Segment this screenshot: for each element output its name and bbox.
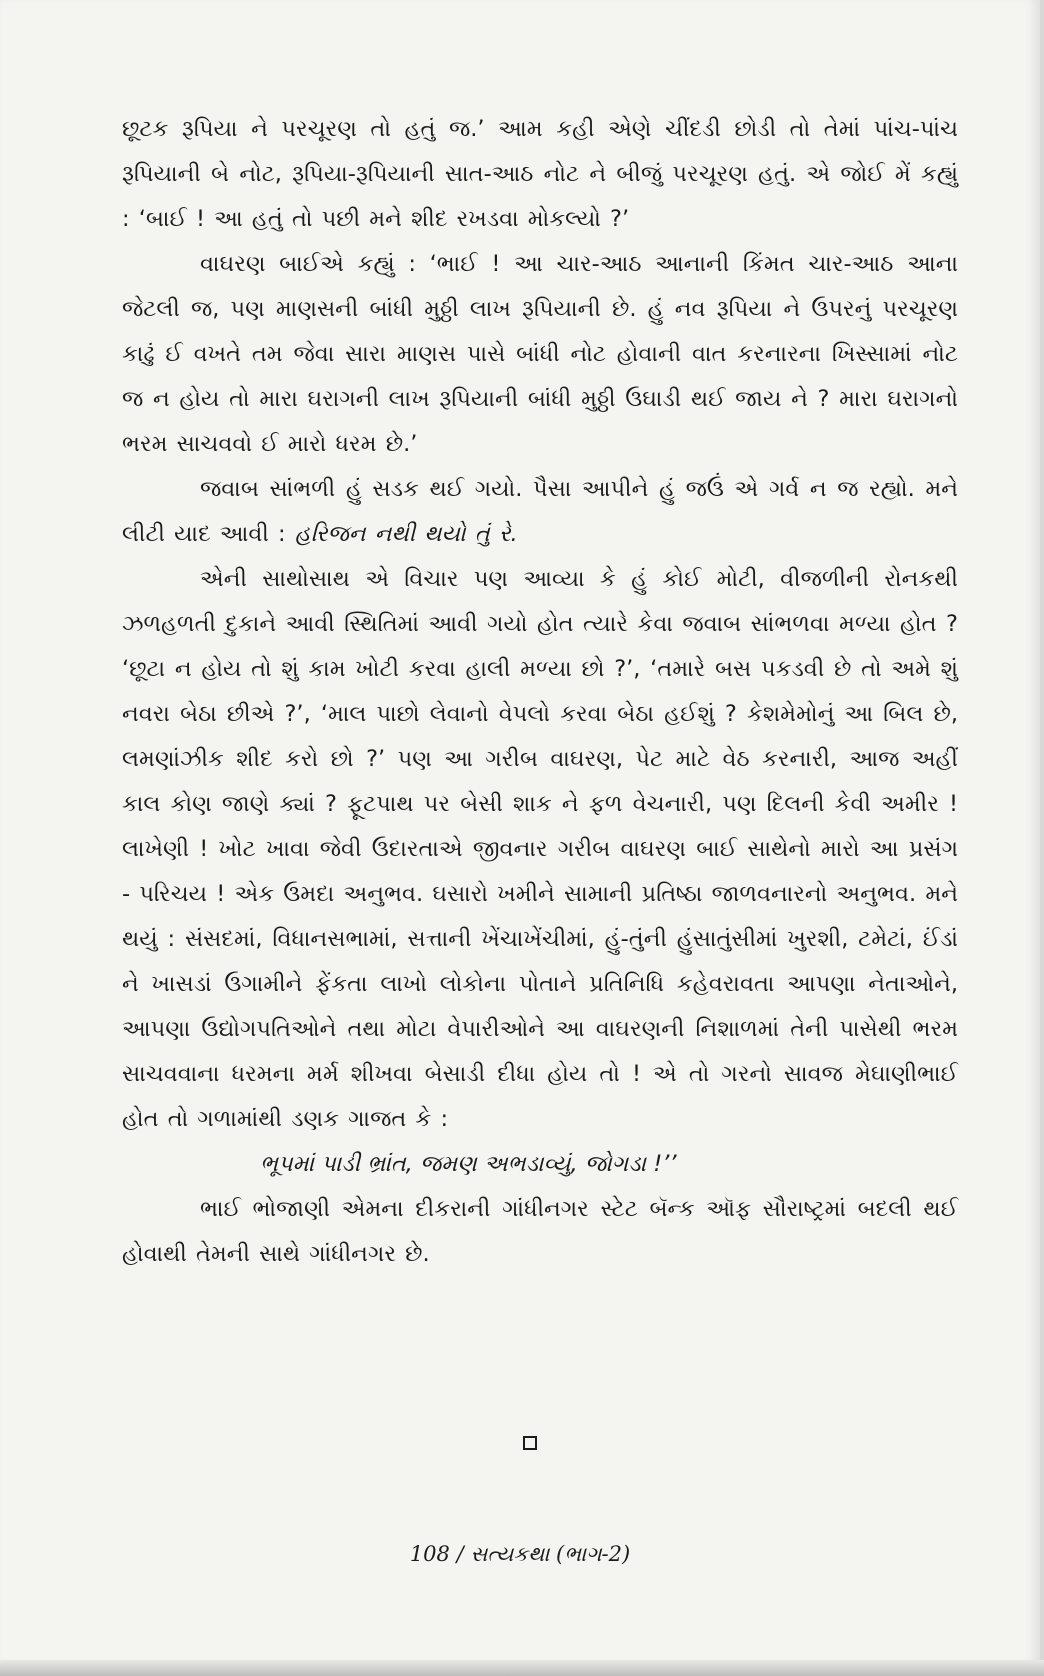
paragraph-4: એની સાથોસાથ એ વિચાર પણ આવ્યા કે હું કોઈ મોટી, વીજળીની રોનકથી ઝળહળતી દુકાને આવી સ્થિતિમાં આવી ગયો હોત ત્યારે કેવા જવાબ સાંભળવા મળ્યા હોત ? ‘છૂટા ન હોય તો શું કામ ખોટી કરવા હાલી મળ્યા છો ?’, ‘તમારે બસ પકડવી છે તો અમે શું નવરા બેઠા છીએ ?’, ‘માલ પાછો લેવાનો વેપલો કરવા બેઠા હઈશું ? કેશમેમોનું આ બિલ છે, લમણાંઝીક શીદ કરો છો ?’ પણ આ ગરીબ વાઘરણ, પેટ માટે વેઠ કરનારી, આજ અહીં કાલ કોણ જાણે ક્યાં ? ફૂટપાથ પર બેસી શાક ને ફળ વેચનારી, પણ દિલની કેવી અમીર ! લાખેણી ! ખોટ ખાવા જેવી ઉદારતાએ જીવનાર ગરીબ વાઘરણ બાઈ સાથેનો મારો આ પ્રસંગ - પરિચય ! એક ઉમદા અનુભવ. ઘસારો ખમીને સામાની પ્રતિષ્ઠા જાળવનારનો અનુભવ. મને થયું : સંસદમાં, વિધાનસભામાં, સત્તાની ખેંચાખેંચીમાં, હું-તુંની હુંસાતુંસીમાં ખુરશી, ટમેટાં, ઈંડાં ને ખાસડાં ઉગામીને ફેંકતા લાખો લોકોના પોતાને પ્રતિનિધિ કહેવરાવતા આપણા નેતાઓને, આપણા ઉદ્યોગપતિઓને તથા મોટા વેપારીઓને આ વાઘરણની નિશાળમાં તેની પાસેથી ભરમ સાચવવાના ધરમના મર્મ શીખવા બેસાડી દીધા હોય તો ! એ તો ગરનો સાવજ મેઘાણીભાઈ હોત તો ગળામાંથી ડણક ગાજત કે : [122, 566, 958, 1132]
paragraph-3-text: જવાબ સાંભળી હું સડક થઈ ગયો. પૈસા આપીને હું જઉં એ ગર્વ ન જ રહ્યો. મને લીટી યાદ આવી : [122, 476, 958, 547]
verse-line: ભૂપમાં પાડી ભ્રાંત, જમણ અભડાવ્યું, જોગડા !’’ [260, 1151, 677, 1177]
page-edge [0, 1660, 1044, 1676]
paragraph-5: ભાઈ ભોજાણી એમના દીકરાની ગાંધીનગર સ્ટેટ બૅન્ક ઑફ સૌરાષ્ટ્રમાં બદલી થઈ હોવાથી તેમની સાથે ગાંધીનગર છે. [122, 1196, 958, 1267]
body-text [122, 107, 958, 1277]
quoted-line: હરિજન નથી થયો તું રે. [294, 521, 518, 547]
paragraph-2: વાઘરણ બાઈએ કહ્યું : ‘ભાઈ ! આ ચાર-આઠ આનાની કિંમત ચાર-આઠ આના જેટલી જ, પણ માણસની બાંધી મુઠ્ઠી લાખ રૂપિયાની છે. હું નવ રૂપિયા ને ઉપરનું પરચૂરણ કાઢું ઈ વખતે તમ જેવા સારા માણસ પાસે બાંધી નોટ હોવાની વાત કરનારના ખિસ્સામાં નોટ જ ન હોય તો મારા ઘરાગની લાખ રૂપિયાની બાંધી મુઠ્ઠી ઉઘાડી થઈ જાય ને ? મારા ઘરાગનો ભરમ સાચવવો ઈ મારો ધરમ છે.’ [122, 251, 958, 457]
paragraph-1: છૂટક રૂપિયા ને પરચૂરણ તો હતું જ.’ આમ કહી એણે ચીંદડી છોડી તો તેમાં પાંચ-પાંચ રૂપિયાની બે નોટ, રૂપિયા-રૂપિયાની સાત-આઠ નોટ ને બીજું પરચૂરણ હતું. એ જોઈ મેં કહ્યું : ‘બાઈ ! આ હતું તો પછી મને શીદ રખડવા મોકલ્યો ?’ [122, 116, 958, 232]
paragraph-3 [122, 467, 958, 557]
page-footer: 108 / સત્યકથા (ભાગ-2) [409, 1542, 631, 1566]
section-end-square-icon [523, 1436, 537, 1450]
